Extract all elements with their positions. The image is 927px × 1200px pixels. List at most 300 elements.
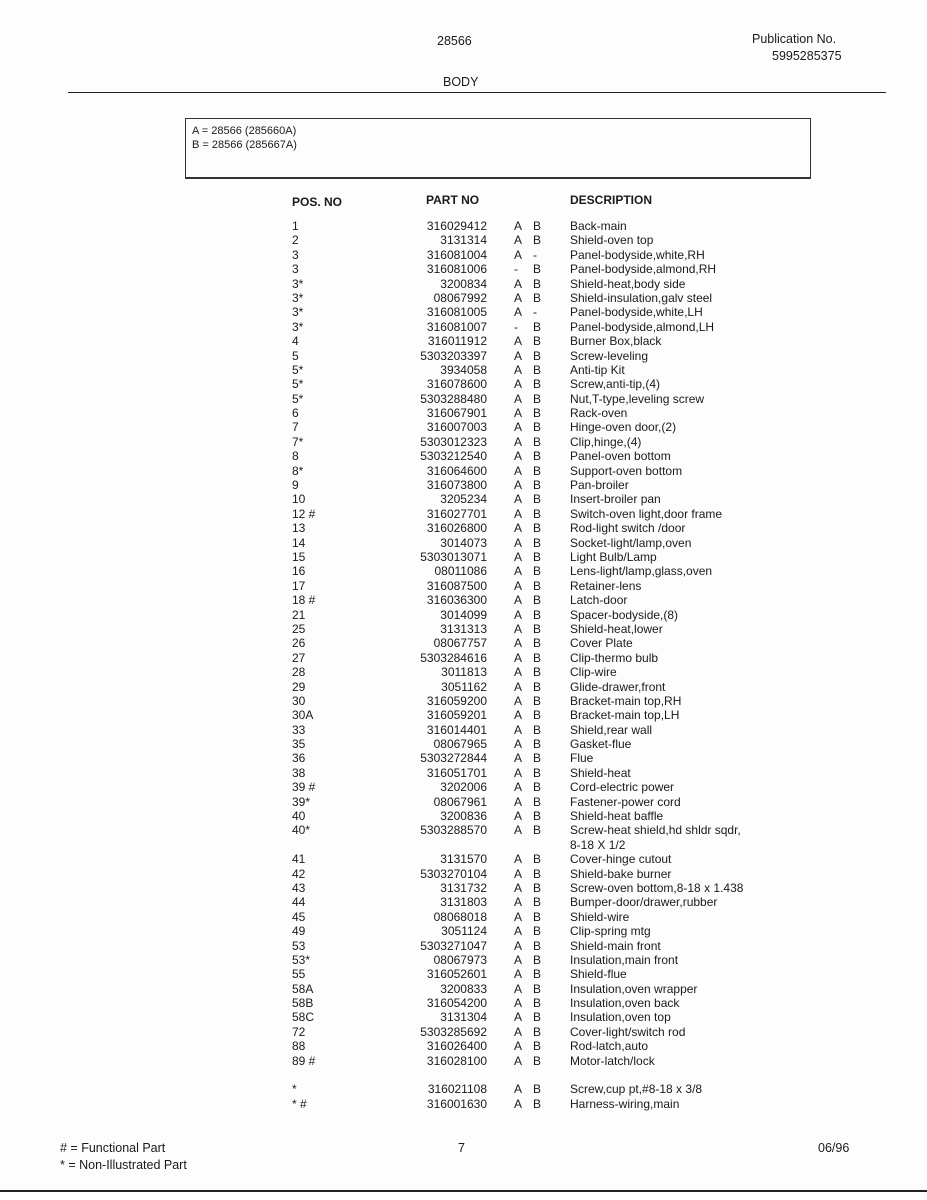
model-a-flag: A bbox=[514, 737, 523, 752]
model-b-flag: B bbox=[533, 880, 542, 895]
model-b-flag: B bbox=[533, 809, 542, 824]
model-b-flag: B bbox=[533, 463, 542, 478]
model-a-flag: A bbox=[514, 823, 523, 838]
model-a-flag: A bbox=[514, 967, 523, 982]
part-description: Cover-light/switch rod bbox=[570, 1024, 686, 1039]
pos-number: 58A bbox=[292, 981, 314, 996]
model-b-flag: B bbox=[533, 420, 542, 435]
table-row bbox=[0, 464, 927, 478]
model-a-flag: A bbox=[514, 506, 523, 521]
part-description: Clip,hinge,(4) bbox=[570, 434, 642, 449]
pos-number: 10 bbox=[292, 492, 306, 507]
pos-number: 53 bbox=[292, 938, 306, 953]
table-row bbox=[0, 349, 927, 363]
column-header-description: DESCRIPTION bbox=[570, 193, 653, 207]
model-a-flag: A bbox=[514, 780, 523, 795]
pos-number: 2 bbox=[292, 233, 299, 248]
part-number: 5303272844 bbox=[420, 751, 487, 766]
part-description: Insulation,oven wrapper bbox=[570, 981, 698, 996]
model-b-flag: B bbox=[533, 636, 542, 651]
model-b-flag: B bbox=[533, 924, 542, 939]
part-number: 3131314 bbox=[440, 233, 487, 248]
model-a-flag: A bbox=[514, 895, 523, 910]
model-a-flag: A bbox=[514, 247, 523, 262]
table-row bbox=[0, 1054, 927, 1068]
model-a-flag: A bbox=[514, 722, 523, 737]
table-row bbox=[0, 737, 927, 751]
pos-number: 3* bbox=[292, 290, 304, 305]
model-b-flag: B bbox=[533, 334, 542, 349]
part-number: 08011086 bbox=[434, 564, 487, 579]
model-b-flag: B bbox=[533, 578, 542, 593]
model-b-flag: B bbox=[533, 852, 542, 867]
table-row bbox=[0, 435, 927, 449]
pos-number: 41 bbox=[292, 852, 306, 867]
table-row bbox=[0, 723, 927, 737]
part-number: 5303012323 bbox=[420, 434, 487, 449]
model-b-flag: B bbox=[533, 1039, 542, 1054]
table-row bbox=[0, 751, 927, 765]
table-row bbox=[0, 982, 927, 996]
table-row bbox=[0, 219, 927, 233]
model-b-flag: B bbox=[533, 650, 542, 665]
part-description: Bumper-door/drawer,rubber bbox=[570, 895, 718, 910]
model-b: B = 28566 (285667A) bbox=[192, 139, 297, 151]
part-description: Clip-spring mtg bbox=[570, 924, 651, 939]
part-description: Shield-bake burner bbox=[570, 866, 672, 881]
part-number: 08067757 bbox=[433, 636, 487, 651]
part-description: Spacer-bodyside,(8) bbox=[570, 607, 679, 622]
pos-number: 6 bbox=[292, 406, 299, 421]
part-number: 5303285692 bbox=[420, 1024, 487, 1039]
part-description: Cover Plate bbox=[570, 636, 633, 651]
model-b-flag: B bbox=[533, 722, 542, 737]
model-b-flag: B bbox=[533, 1082, 542, 1097]
model-b-flag: B bbox=[533, 780, 542, 795]
model-a-flag: A bbox=[514, 334, 523, 349]
table-row bbox=[0, 406, 927, 420]
pos-number: 1 bbox=[292, 219, 299, 233]
model-a-flag: A bbox=[514, 909, 523, 924]
pos-number: 42 bbox=[292, 866, 306, 881]
model-a-flag: - bbox=[514, 262, 518, 277]
table-row bbox=[0, 924, 927, 938]
table-row bbox=[0, 881, 927, 895]
pos-number: 3 bbox=[292, 262, 299, 277]
table-row bbox=[0, 651, 927, 665]
pos-number: 5* bbox=[292, 362, 304, 377]
model-a-flag: A bbox=[514, 996, 523, 1011]
model-b-flag: B bbox=[533, 434, 542, 449]
model-b-flag: B bbox=[533, 521, 542, 536]
model-b-flag: B bbox=[533, 564, 542, 579]
pos-number: 15 bbox=[292, 549, 306, 564]
part-number: 316001630 bbox=[426, 1096, 487, 1111]
model-b-flag: B bbox=[533, 1096, 542, 1111]
part-number: 3131570 bbox=[440, 852, 487, 867]
pos-number: 33 bbox=[292, 722, 306, 737]
part-number: 5303212540 bbox=[420, 449, 487, 464]
pos-number: 88 bbox=[292, 1039, 306, 1054]
pos-number: 17 bbox=[292, 578, 306, 593]
part-description: Shield-main front bbox=[570, 938, 661, 953]
pos-number: 30A bbox=[292, 708, 314, 723]
pos-number: 8 bbox=[292, 449, 299, 464]
pos-number: 7* bbox=[292, 434, 304, 449]
part-number: 3131803 bbox=[440, 895, 487, 910]
table-row bbox=[0, 708, 927, 722]
model-b-flag: B bbox=[533, 1053, 542, 1068]
pos-number: 36 bbox=[292, 751, 306, 766]
part-description: Cover-hinge cutout bbox=[570, 852, 672, 867]
pos-number: * # bbox=[292, 1096, 307, 1111]
model-b-flag: B bbox=[533, 967, 542, 982]
model-a-flag: A bbox=[514, 593, 523, 608]
table-row bbox=[0, 277, 927, 291]
pos-number: 12 # bbox=[292, 506, 316, 521]
model-a-flag: A bbox=[514, 420, 523, 435]
part-description: Harness-wiring,main bbox=[570, 1096, 680, 1111]
pos-number: 58B bbox=[292, 996, 314, 1011]
part-number: 3051162 bbox=[441, 679, 487, 694]
pos-number: 4 bbox=[292, 334, 299, 349]
pos-number: 5 bbox=[292, 348, 299, 363]
pos-number: 53* bbox=[292, 952, 311, 967]
pos-number: 58C bbox=[292, 1010, 315, 1025]
part-number: 5303288480 bbox=[420, 391, 487, 406]
part-number: 3131732 bbox=[440, 880, 487, 895]
part-number: 316014401 bbox=[426, 722, 487, 737]
model-b-flag: B bbox=[533, 909, 542, 924]
part-number: 08067961 bbox=[433, 794, 487, 809]
table-row bbox=[0, 809, 927, 823]
model-b-flag: B bbox=[533, 290, 542, 305]
model-a-flag: A bbox=[514, 463, 523, 478]
column-header-part: PART NO bbox=[426, 193, 480, 207]
table-row bbox=[0, 449, 927, 463]
table-row bbox=[0, 766, 927, 780]
model-a-flag: A bbox=[514, 650, 523, 665]
pos-number: 49 bbox=[292, 924, 306, 939]
part-number: 316087500 bbox=[426, 578, 487, 593]
pos-number: 89 # bbox=[292, 1053, 316, 1068]
part-number: 3200833 bbox=[440, 981, 487, 996]
part-number: 3131313 bbox=[440, 621, 487, 636]
model-a-flag: A bbox=[514, 1039, 523, 1054]
part-number: 316067901 bbox=[426, 406, 487, 421]
pos-number: 27 bbox=[292, 650, 306, 665]
table-row bbox=[0, 1068, 927, 1082]
pos-number: 39* bbox=[292, 794, 311, 809]
part-description: Fastener-power cord bbox=[570, 794, 681, 809]
model-b-flag: B bbox=[533, 549, 542, 564]
part-number: 316028100 bbox=[426, 1053, 487, 1068]
part-description: Rack-oven bbox=[570, 406, 628, 421]
part-description: Insulation,main front bbox=[570, 952, 679, 967]
part-description: Shield-insulation,galv steel bbox=[570, 290, 713, 305]
model-b-flag: B bbox=[533, 492, 542, 507]
table-row bbox=[0, 420, 927, 434]
part-description: Screw,cup pt,#8-18 x 3/8 bbox=[570, 1082, 703, 1097]
model-a-flag: A bbox=[514, 866, 523, 881]
model-a-flag: A bbox=[514, 219, 523, 233]
part-number: 316059200 bbox=[426, 693, 487, 708]
model-b-flag: - bbox=[533, 247, 537, 262]
table-row bbox=[0, 795, 927, 809]
table-row bbox=[0, 680, 927, 694]
part-number: 08067965 bbox=[433, 737, 487, 752]
part-description: Rod-light switch /door bbox=[570, 521, 686, 536]
part-number: 316036300 bbox=[426, 593, 487, 608]
part-number: 08068018 bbox=[433, 909, 487, 924]
part-number: 5303284616 bbox=[420, 650, 487, 665]
model-a-flag: A bbox=[514, 1010, 523, 1025]
pos-number: 29 bbox=[292, 679, 306, 694]
pos-number: 13 bbox=[292, 521, 306, 536]
model-b-flag: B bbox=[533, 535, 542, 550]
table-row bbox=[0, 1039, 927, 1053]
model-b-flag: B bbox=[533, 996, 542, 1011]
model-b-flag: B bbox=[533, 895, 542, 910]
model-a-flag: A bbox=[514, 348, 523, 363]
part-description: Shield-flue bbox=[570, 967, 627, 982]
table-row bbox=[0, 334, 927, 348]
part-number: 3200836 bbox=[440, 809, 487, 824]
pos-number: * bbox=[292, 1082, 297, 1097]
part-number: 316054200 bbox=[426, 996, 487, 1011]
pos-number: 72 bbox=[292, 1024, 306, 1039]
model-a-flag: A bbox=[514, 1024, 523, 1039]
model-b-flag: B bbox=[533, 377, 542, 392]
part-description: Shield-heat baffle bbox=[570, 809, 664, 824]
model-a-flag: A bbox=[514, 362, 523, 377]
model-a-flag: A bbox=[514, 693, 523, 708]
part-description: Panel-bodyside,almond,RH bbox=[570, 262, 717, 277]
table-row bbox=[0, 579, 927, 593]
part-description: Socket-light/lamp,oven bbox=[570, 535, 692, 550]
pos-number: 40 bbox=[292, 809, 306, 824]
pos-number: 5* bbox=[292, 391, 304, 406]
part-description: Hinge-oven door,(2) bbox=[570, 420, 677, 435]
part-number: 5303288570 bbox=[420, 823, 487, 838]
part-number: 316026800 bbox=[426, 521, 487, 536]
model-b-flag: B bbox=[533, 506, 542, 521]
model-number: 28566 bbox=[437, 34, 472, 48]
model-a: A = 28566 (285660A) bbox=[192, 125, 297, 137]
model-a-flag: A bbox=[514, 521, 523, 536]
table-row bbox=[0, 780, 927, 794]
model-b-flag: B bbox=[533, 621, 542, 636]
part-number: 3205234 bbox=[440, 492, 487, 507]
part-description: Rod-latch,auto bbox=[570, 1039, 649, 1054]
model-a-flag: A bbox=[514, 377, 523, 392]
model-b-flag: B bbox=[533, 665, 542, 680]
table-row bbox=[0, 320, 927, 334]
part-description: Shield,rear wall bbox=[570, 722, 653, 737]
part-number: 5303271047 bbox=[420, 938, 487, 953]
table-row bbox=[0, 1082, 927, 1096]
pos-number: 35 bbox=[292, 737, 306, 752]
table-row bbox=[0, 1010, 927, 1024]
model-b-flag: B bbox=[533, 478, 542, 493]
part-description: Anti-tip Kit bbox=[570, 362, 625, 377]
model-b-flag: B bbox=[533, 938, 542, 953]
model-a-flag: A bbox=[514, 434, 523, 449]
model-a-flag: A bbox=[514, 679, 523, 694]
part-description: Support-oven bottom bbox=[570, 463, 683, 478]
pos-number: 40* bbox=[292, 823, 311, 838]
part-description: 8-18 X 1/2 bbox=[570, 837, 626, 852]
part-description: Latch-door bbox=[570, 593, 628, 608]
model-a-flag: A bbox=[514, 852, 523, 867]
model-a-flag: A bbox=[514, 794, 523, 809]
model-a-flag: A bbox=[514, 981, 523, 996]
model-a-flag: A bbox=[514, 636, 523, 651]
pos-number: 14 bbox=[292, 535, 306, 550]
model-b-flag: B bbox=[533, 233, 542, 248]
table-row bbox=[0, 363, 927, 377]
model-b-flag: B bbox=[533, 593, 542, 608]
table-row bbox=[0, 939, 927, 953]
pos-number: 28 bbox=[292, 665, 306, 680]
model-b-flag: B bbox=[533, 765, 542, 780]
part-description: Shield-oven top bbox=[570, 233, 654, 248]
model-b-flag: B bbox=[533, 262, 542, 277]
model-a-flag: - bbox=[514, 319, 518, 334]
part-number: 3014099 bbox=[440, 607, 487, 622]
model-a-flag: A bbox=[514, 492, 523, 507]
part-description: Screw,anti-tip,(4) bbox=[570, 377, 661, 392]
model-b-flag: B bbox=[533, 794, 542, 809]
part-number: 316027701 bbox=[426, 506, 487, 521]
table-row bbox=[0, 305, 927, 319]
table-row bbox=[0, 233, 927, 247]
part-number: 316081006 bbox=[426, 262, 487, 277]
part-description: Pan-broiler bbox=[570, 478, 629, 493]
part-number: 08067973 bbox=[433, 952, 487, 967]
part-description: Panel-oven bottom bbox=[570, 449, 671, 464]
part-description: Retainer-lens bbox=[570, 578, 642, 593]
model-a-flag: A bbox=[514, 233, 523, 248]
part-description: Shield-heat,body side bbox=[570, 276, 686, 291]
part-number: 316081005 bbox=[426, 305, 487, 320]
model-a-flag: A bbox=[514, 1096, 523, 1111]
part-description: Switch-oven light,door frame bbox=[570, 506, 723, 521]
part-description: Insert-broiler pan bbox=[570, 492, 661, 507]
table-row bbox=[0, 521, 927, 535]
model-b-flag: B bbox=[533, 362, 542, 377]
part-number: 316051701 bbox=[426, 765, 487, 780]
part-number: 316007003 bbox=[426, 420, 487, 435]
part-description: Shield-heat,lower bbox=[570, 621, 663, 636]
table-row bbox=[0, 967, 927, 981]
part-description: Screw-oven bottom,8-18 x 1.438 bbox=[570, 880, 744, 895]
model-b-flag: B bbox=[533, 391, 542, 406]
model-b-flag: B bbox=[533, 981, 542, 996]
publication-number: 5995285375 bbox=[772, 49, 842, 63]
part-number: 316064600 bbox=[426, 463, 487, 478]
part-description: Bracket-main top,RH bbox=[570, 693, 682, 708]
pos-number: 43 bbox=[292, 880, 306, 895]
part-description: Shield-heat bbox=[570, 765, 631, 780]
model-a-flag: A bbox=[514, 535, 523, 550]
model-a-flag: A bbox=[514, 449, 523, 464]
part-number: 3934058 bbox=[440, 362, 487, 377]
part-description: Panel-bodyside,white,RH bbox=[570, 247, 705, 262]
model-a-flag: A bbox=[514, 880, 523, 895]
model-a-flag: A bbox=[514, 305, 523, 320]
table-row bbox=[0, 262, 927, 276]
part-number: 3131304 bbox=[440, 1010, 487, 1025]
part-number: 316073800 bbox=[426, 478, 487, 493]
part-description: Shield-wire bbox=[570, 909, 630, 924]
model-b-flag: B bbox=[533, 679, 542, 694]
part-number: 316081004 bbox=[426, 247, 487, 262]
part-description: Glide-drawer,front bbox=[570, 679, 666, 694]
pos-number: 18 # bbox=[292, 593, 316, 608]
table-row bbox=[0, 910, 927, 924]
table-row bbox=[0, 996, 927, 1010]
model-a-flag: A bbox=[514, 665, 523, 680]
table-row bbox=[0, 564, 927, 578]
part-number: 5303013071 bbox=[420, 549, 487, 564]
table-row bbox=[0, 694, 927, 708]
part-number: 3202006 bbox=[440, 780, 487, 795]
model-a-flag: A bbox=[514, 578, 523, 593]
part-number: 3011813 bbox=[441, 665, 487, 680]
part-number: 08067992 bbox=[433, 290, 487, 305]
model-b-flag: B bbox=[533, 952, 542, 967]
model-a-flag: A bbox=[514, 751, 523, 766]
header-divider bbox=[68, 92, 886, 93]
legend-non-illustrated: * = Non-Illustrated Part bbox=[60, 1158, 187, 1172]
model-a-flag: A bbox=[514, 391, 523, 406]
part-description: Bracket-main top,LH bbox=[570, 708, 680, 723]
pos-number: 9 bbox=[292, 478, 299, 493]
model-a-flag: A bbox=[514, 406, 523, 421]
table-row bbox=[0, 478, 927, 492]
parts-table bbox=[0, 219, 927, 1111]
part-description: Insulation,oven back bbox=[570, 996, 680, 1011]
table-row bbox=[0, 392, 927, 406]
model-b-flag: B bbox=[533, 406, 542, 421]
model-a-flag: A bbox=[514, 564, 523, 579]
part-description: Screw-leveling bbox=[570, 348, 649, 363]
table-row bbox=[0, 636, 927, 650]
model-a-flag: A bbox=[514, 621, 523, 636]
part-description: Clip-thermo bulb bbox=[570, 650, 659, 665]
part-number: 5303203397 bbox=[420, 348, 487, 363]
table-row bbox=[0, 1025, 927, 1039]
part-description: Flue bbox=[570, 751, 594, 766]
model-b-flag: B bbox=[533, 1010, 542, 1025]
model-a-flag: A bbox=[514, 290, 523, 305]
table-row bbox=[0, 838, 927, 852]
model-b-flag: B bbox=[533, 866, 542, 881]
pos-number: 7 bbox=[292, 420, 299, 435]
part-description: Burner Box,black bbox=[570, 334, 662, 349]
table-row bbox=[0, 492, 927, 506]
table-row bbox=[0, 953, 927, 967]
section-title: BODY bbox=[443, 75, 479, 89]
model-b-flag: B bbox=[533, 708, 542, 723]
part-description: Motor-latch/lock bbox=[570, 1053, 655, 1068]
table-row bbox=[0, 248, 927, 262]
table-row bbox=[0, 823, 927, 837]
part-description: Nut,T-type,leveling screw bbox=[570, 391, 705, 406]
pos-number: 16 bbox=[292, 564, 306, 579]
part-number: 316011912 bbox=[427, 334, 487, 349]
